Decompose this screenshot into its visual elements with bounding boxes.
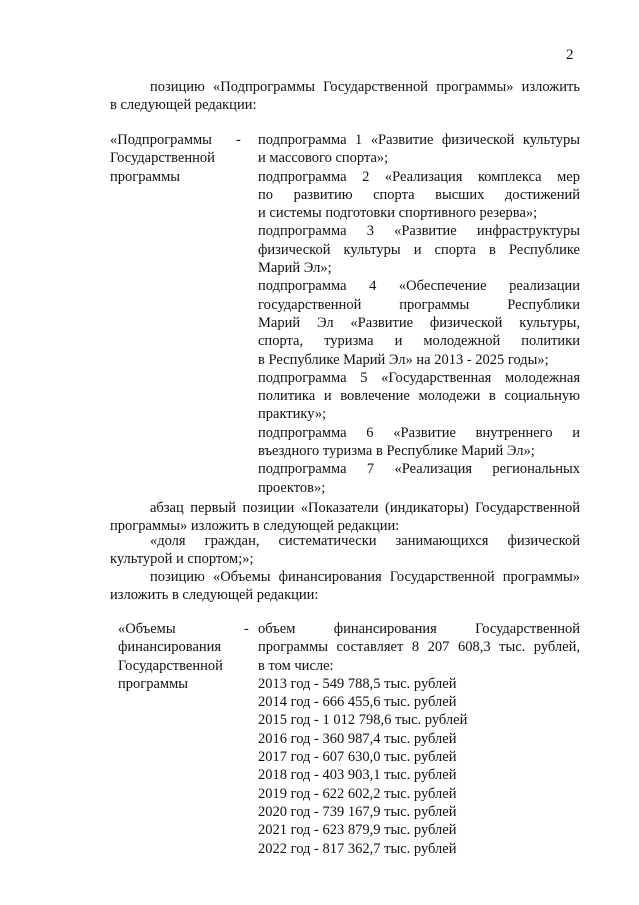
text-line: «доля граждан, систематически занимающихся физической xyxy=(150,533,580,549)
year-amount-line: 2021 год - 623 879,9 тыс. рублей xyxy=(258,822,457,839)
text-line: абзац первый позиции «Показатели (индикаторы) Государственной xyxy=(150,500,580,516)
page-number: 2 xyxy=(566,47,574,63)
subprograms-label xyxy=(110,131,250,186)
text-line: позицию «Объемы финансирования Государственной программы» xyxy=(150,569,580,585)
text-line: политика и вовлечение молодежи в социальную xyxy=(258,388,580,405)
year-amount-line: 2022 год - 817 362,7 тыс. рублей xyxy=(258,840,457,857)
text-line: спорта, туризма и молодежной политики xyxy=(258,333,580,350)
label-line: программы xyxy=(110,168,180,185)
label-line: «Подпрограммы xyxy=(110,132,212,148)
separator-dash: - xyxy=(236,132,241,148)
text-line: программы составляет 8 207 608,3 тыс. рублей, xyxy=(258,639,580,656)
text-line: программы» изложить в следующей редакции: xyxy=(110,518,400,535)
label-line: «Объемы xyxy=(118,621,176,637)
year-amount-line: 2017 год - 607 630,0 тыс. рублей xyxy=(258,749,457,766)
indicators-paragraph xyxy=(110,499,580,536)
text-line: культурой и спортом;»; xyxy=(110,551,254,568)
label-line: Государственной xyxy=(118,657,223,674)
text-line: физической культуры и спорта в Республике xyxy=(258,241,580,258)
text-line: въездного туризма в Республике Марий Эл»; xyxy=(258,443,535,460)
text-line: подпрограмма 6 «Развитие внутреннего и xyxy=(258,424,580,441)
label-line: финансирования xyxy=(118,639,222,656)
label-line: программы xyxy=(118,675,188,692)
text-line: подпрограмма 3 «Развитие инфраструктуры xyxy=(258,223,580,240)
financing-label xyxy=(118,620,258,693)
separator-dash: - xyxy=(244,621,249,637)
label-line: Государственной xyxy=(110,150,215,167)
text-line: позицию «Подпрограммы Государственной программы» изложить xyxy=(150,79,580,95)
text-line: проектов»; xyxy=(258,479,326,496)
indicator-quote xyxy=(110,532,580,569)
text-line: подпрограмма 4 «Обеспечение реализации xyxy=(258,278,580,295)
text-line: и системы подготовки спортивного резерва»; xyxy=(258,205,538,222)
text-line: по развитию спорта высших достижений xyxy=(258,186,580,203)
year-amount-line: 2015 год - 1 012 798,6 тыс. рублей xyxy=(258,712,468,729)
text-line: и массового спорта»; xyxy=(258,150,389,167)
text-line: в Республике Марий Эл» на 2013 - 2025 годы»; xyxy=(258,351,549,368)
year-amount-line: 2016 год - 360 987,4 тыс. рублей xyxy=(258,730,457,747)
year-amount-line: 2018 год - 403 903,1 тыс. рублей xyxy=(258,767,457,784)
text-line: Марий Эл»; xyxy=(258,260,332,277)
text-line: подпрограмма 5 «Государственная молодежная xyxy=(258,369,580,386)
financing-values xyxy=(258,620,580,858)
year-amount-line: 2014 год - 666 455,6 тыс. рублей xyxy=(258,694,457,711)
text-line: государственной программы Республики xyxy=(258,296,580,313)
text-line: объем финансирования Государственной xyxy=(258,621,580,637)
year-amount-line: 2019 год - 622 602,2 тыс. рублей xyxy=(258,785,457,802)
text-line: изложить в следующей редакции: xyxy=(110,587,319,604)
subprograms-list xyxy=(258,131,580,497)
text-line: в следующей редакции: xyxy=(110,97,257,114)
text-line: подпрограмма 7 «Реализация региональных xyxy=(258,461,580,478)
text-line: подпрограмма 2 «Реализация комплекса мер xyxy=(258,168,580,185)
financing-paragraph xyxy=(110,568,580,605)
year-amount-line: 2013 год - 549 788,5 тыс. рублей xyxy=(258,675,457,692)
text-line: Марий Эл «Развитие физической культуры, xyxy=(258,314,580,331)
text-line: в том числе: xyxy=(258,657,334,674)
intro-paragraph xyxy=(110,78,580,115)
text-line: подпрограмма 1 «Развитие физической культуры xyxy=(258,132,580,148)
text-line: практику»; xyxy=(258,406,327,423)
year-amount-line: 2020 год - 739 167,9 тыс. рублей xyxy=(258,803,457,820)
